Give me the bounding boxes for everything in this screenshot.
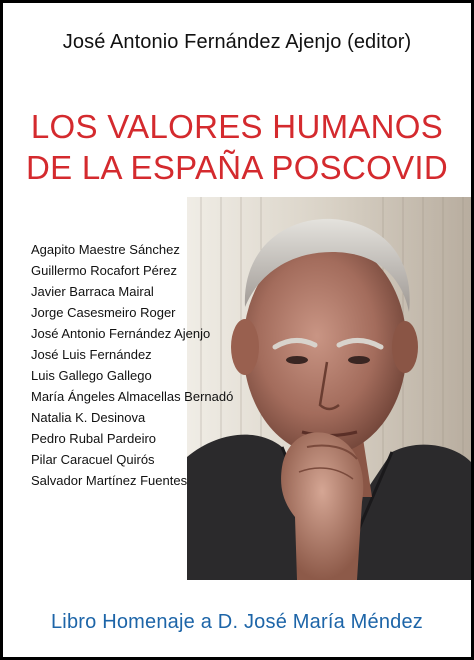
author-name: Jorge Casesmeiro Roger: [31, 305, 176, 320]
author-name: Pilar Caracuel Quirós: [31, 452, 155, 467]
author-name: María Ángeles Almacellas Bernadó: [31, 389, 234, 404]
author-name: Pedro Rubal Pardeiro: [31, 431, 157, 446]
editor-name: José Antonio Fernández Ajenjo (editor): [62, 31, 412, 53]
author-name: José Antonio Fernández Ajenjo: [31, 326, 211, 341]
subtitle: Libro Homenaje a D. José María Méndez: [50, 611, 424, 633]
authors-list: [31, 239, 271, 491]
author-name: Luis Gallego Gallego: [31, 368, 152, 383]
author-name: Salvador Martínez Fuentes: [31, 473, 188, 488]
author-name: Javier Barraca Mairal: [31, 284, 154, 299]
title-line-2: DE LA ESPAÑA POSCOVID: [25, 149, 448, 186]
book-cover: [3, 3, 471, 657]
author-name: José Luis Fernández: [31, 347, 152, 362]
title-line-1: LOS VALORES HUMANOS: [30, 108, 444, 145]
author-name: Natalia K. Desinova: [31, 410, 146, 425]
author-name: Agapito Maestre Sánchez: [31, 242, 180, 257]
author-name: Guillermo Rocafort Pérez: [31, 263, 177, 278]
